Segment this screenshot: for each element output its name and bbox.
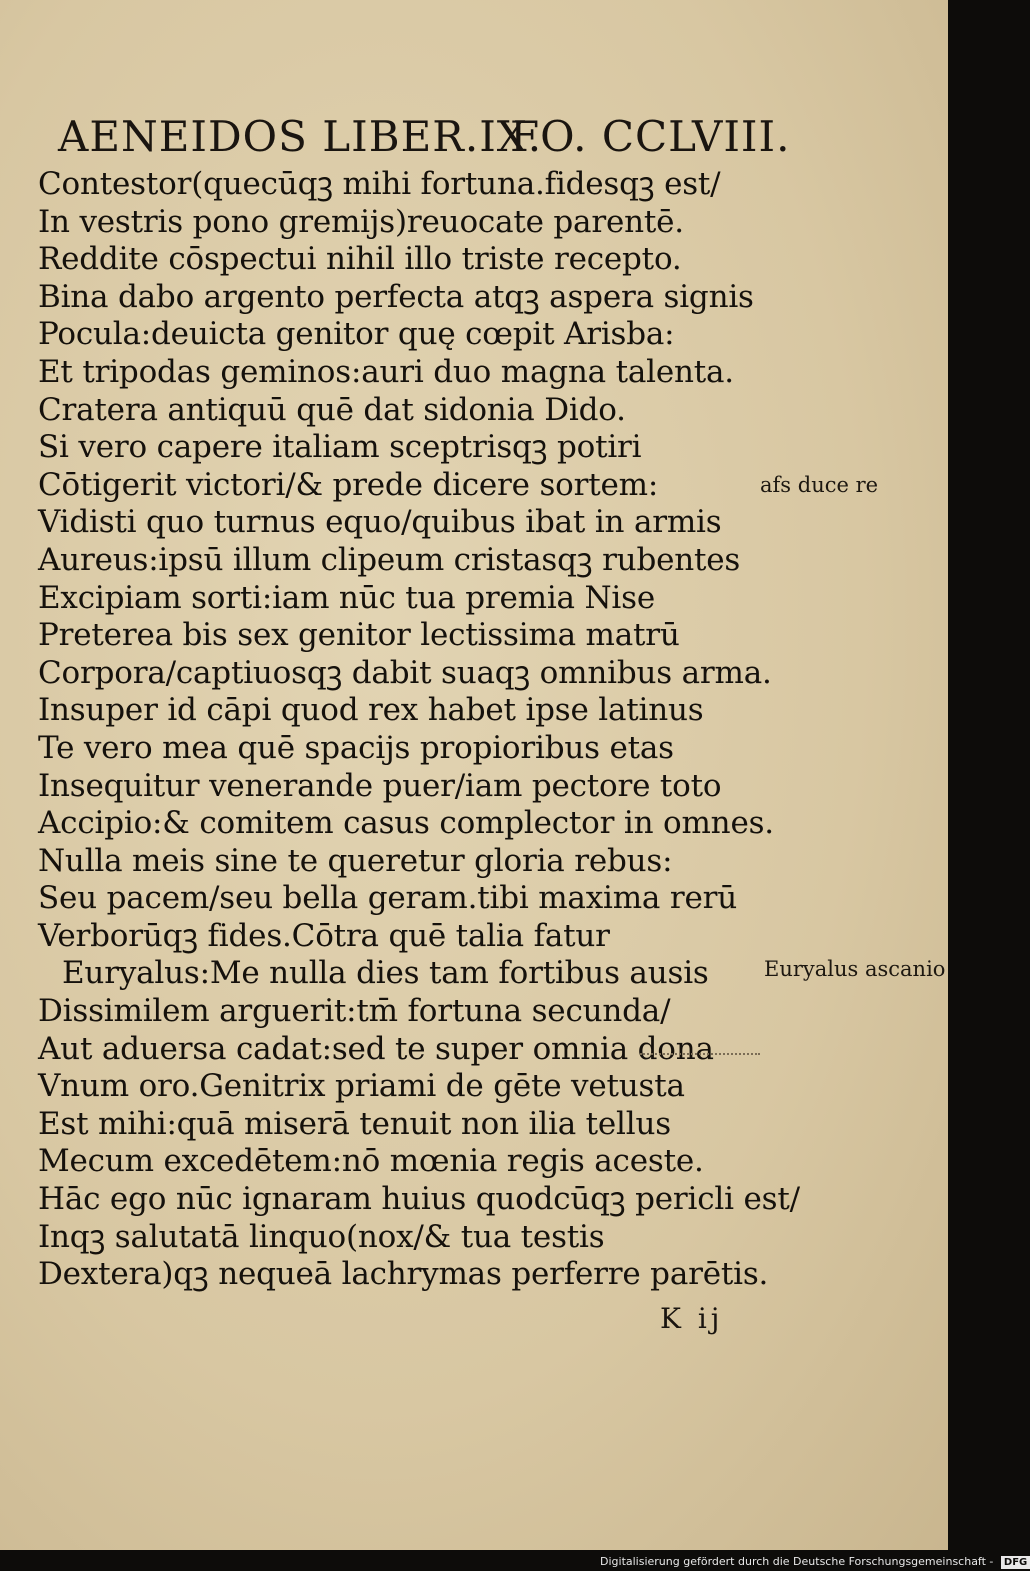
verse-line: Inqꝫ salutatā linquo(nox/& tua testis <box>38 1218 605 1255</box>
verse-line: Corpora/captiuosqꝫ dabit suaqꝫ omnibus arma. <box>38 654 772 691</box>
verse-line: Aut aduersa cadat:sed te super omnia dona <box>38 1030 714 1067</box>
verse-line: Cōtigerit victori/& prede dicere sortem: <box>38 466 659 503</box>
running-header <box>58 112 791 168</box>
margin-guide-line <box>640 1053 760 1055</box>
header-folio-number: FO. CCLVIII. <box>510 112 791 161</box>
signature-mark: K ij <box>660 1302 724 1335</box>
verse-line: Bina dabo argento perfecta atqꝫ aspera signis <box>38 278 754 315</box>
verse-line: Excipiam sorti:iam nūc tua premia Nise <box>38 579 655 616</box>
verse-line: Et tripodas geminos:auri duo magna talenta. <box>38 353 734 390</box>
header-book-title: AENEIDOS LIBER.IX. <box>58 112 543 161</box>
verse-line: In vestris pono gremijs)reuocate parentē. <box>38 203 684 240</box>
verse-line: Vnum oro.Genitrix priami de gēte vetusta <box>38 1068 685 1105</box>
verse-line: Euryalus:Me nulla dies tam fortibus ausis <box>62 955 709 992</box>
verse-line: Est mihi:quā miserā tenuit non ilia tellus <box>38 1105 671 1142</box>
verse-line: Seu pacem/seu bella geram.tibi maxima rerū <box>38 880 737 917</box>
verse-line: Nulla meis sine te queretur gloria rebus: <box>38 842 673 879</box>
verse-line: Dissimilem arguerit:tm̄ fortuna secunda/ <box>38 993 671 1030</box>
verse-line: Contestor(quecūqꝫ mihi fortuna.fidesqꝫ est/ <box>38 166 721 202</box>
dfg-logo: DFG <box>1001 1556 1030 1569</box>
verse-line: Te vero mea quē spacijs propioribus etas <box>38 729 674 766</box>
margin-note-speaker: Euryalus ascanio <box>764 957 946 981</box>
digitization-footer <box>600 1552 1028 1571</box>
verse-line: Pocula:deuicta genitor quę cœpit Arisba: <box>38 316 675 353</box>
verse-text <box>38 166 800 1294</box>
footer-text: Digitalisierung gefördert durch die Deutsche Forschungsgemeinschaft - <box>600 1555 994 1568</box>
verse-line: Verborūqꝫ fides.Cōtra quē talia fatur <box>38 917 610 954</box>
verse-line: Insuper id cāpi quod rex habet ipse latinus <box>38 692 704 729</box>
margin-note-speaker: afs duce re <box>760 473 879 497</box>
verse-line: Accipio:& comitem casus complector in omnes. <box>38 805 774 842</box>
verse-line: Vidisti quo turnus equo/quibus ibat in armis <box>38 504 722 541</box>
verse-line: Hāc ego nūc ignaram huius quodcūqꝫ pericli est/ <box>38 1181 800 1218</box>
verse-line: Cratera antiquū quē dat sidonia Dido. <box>38 391 626 428</box>
verse-line: Insequitur venerande puer/iam pectore toto <box>38 767 722 804</box>
verse-line: Preterea bis sex genitor lectissima matrū <box>38 617 680 654</box>
verse-line: Si vero capere italiam sceptrisqꝫ potiri <box>38 429 642 466</box>
verse-line: Aureus:ipsū illum clipeum cristasqꝫ rubentes <box>38 541 741 578</box>
verse-line: Reddite cōspectui nihil illo triste recepto. <box>38 241 682 278</box>
verse-line: Mecum excedētem:nō mœnia regis aceste. <box>38 1143 704 1180</box>
verse-line: Dextera)qꝫ nequeā lachrymas perferre parētis. <box>38 1256 769 1293</box>
